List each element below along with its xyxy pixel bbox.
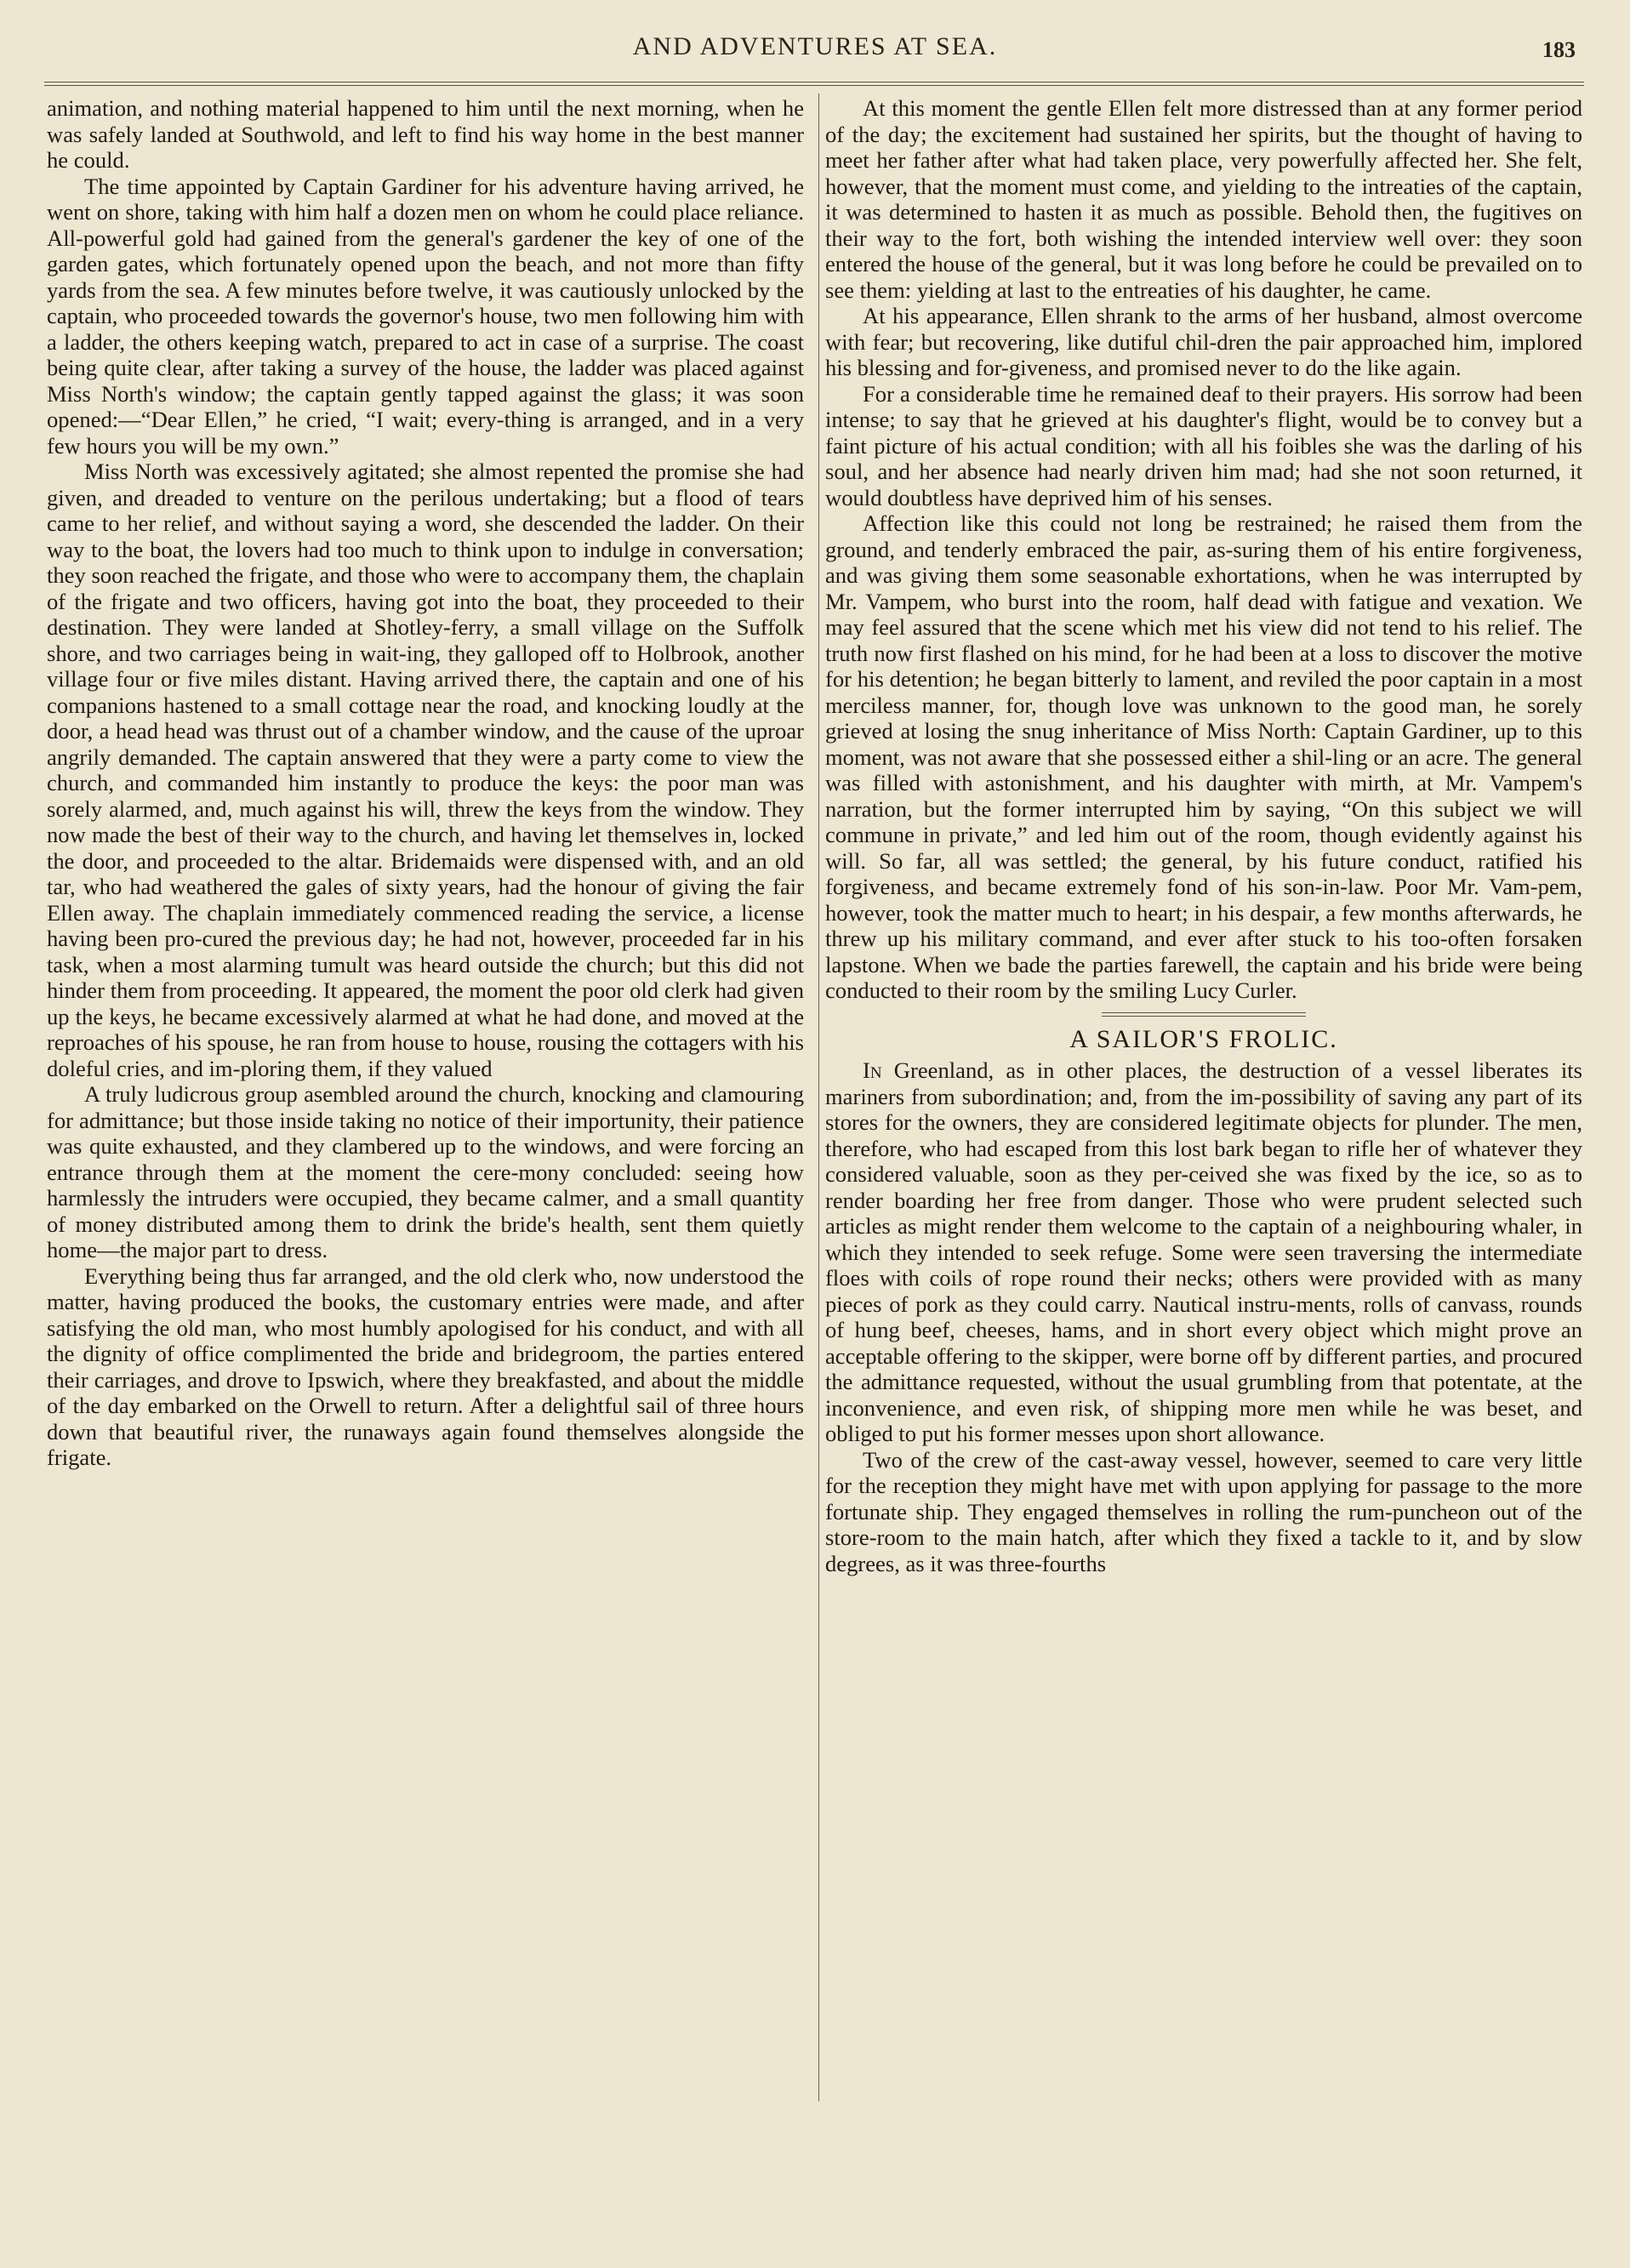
column-divider bbox=[818, 94, 819, 2101]
paragraph bbox=[825, 1057, 1582, 1447]
header-rule bbox=[44, 82, 1584, 86]
paragraph: Two of the crew of the cast-away vessel, however, seemed to care very little for the reception they might have met with upon applying for passage to the more fortunate ship. They engaged themselves in rolling the rum-puncheon out of the store-room to the main hatch, after which they fixed a tackle to it, and by slow degrees, as it was three-fourths bbox=[825, 1446, 1582, 1576]
paragraph-text: A truly ludicrous group asembled around the church, knocking and clamouring for admittance; but those inside taking no notice of their importunity, their patience was quite exhausted, and they clambered up to the windows, and were forcing an entrance through them at the moment the cere-mony concluded: seeing how harmlessly the intruders were occupied, they became calmer, and a small quantity of money distributed among them to drink the bride's health, sent them quietly home—the major part to dress. bbox=[47, 1081, 804, 1262]
section-title: A SAILOR'S FROLIC. bbox=[1069, 1024, 1338, 1053]
paragraph: At his appearance, Ellen shrank to the arms of her husband, almost overcome with fear; but recovering, like dutiful chil-dren the pair approached him, implored his blessing and for-giveness, and promised never to do the like again. bbox=[825, 303, 1582, 380]
lead-word: In bbox=[863, 1057, 882, 1083]
paragraph-text: Greenland, as in other places, the destruction of a vessel liberates its mariners from subordination; and, from the im-possibility of saving any part of its stores for the owners, they are considered legitimate objects for plunder. The men, therefore, who had escaped from this lost bark began to rifle her of whatever they considered valuable, soon as they per-ceived she was fixed by the ice, so as to render boarding her free from danger. Those who were prudent selected such articles as might render them welcome to the captain of a neighbouring whaler, in which they intended to seek refuge. Some were seen traversing the intermediate floes with coils of rope round their necks; others were provided with as many pieces of pork as they could carry. Nautical instru-ments, rolls of canvass, rounds of hung beef, cheeses, hams, and in short every object which might prove an acceptable offering to the skipper, were borne off by different parties, and procured the admittance requested, without the usual grumbling from that potentate, at the inconvenience, and even risk, of shipping more men while he was beset, and obliged to put his former messes upon short allowance. bbox=[825, 1057, 1582, 1446]
running-head: AND ADVENTURES AT SEA. bbox=[632, 32, 998, 60]
paragraph bbox=[47, 1081, 804, 1263]
paragraph: Everything being thus far arranged, and the old clerk who, now understood the matter, having produced the books, the customary entries were made, and after satisfying the old man, who most humbly apologised for his conduct, and with all the dignity of office complimented the bride and bridegroom, the parties entered their carriages, and drove to Ipswich, where they breakfasted, and about the middle of the day embarked on the Orwell to return. After a delightful sail of three hours down that beautiful river, the runaways again found themselves alongside the frigate. bbox=[47, 1262, 804, 1470]
paragraph: For a considerable time he remained deaf to their prayers. His sorrow had been intense; to say that he grieved at his daughter's flight, would be to convey but a faint picture of his actual condition; with all his foibles she was the darling of his soul, and her absence had nearly driven him mad; had she not soon returned, it would doubtless have deprived him of his senses. bbox=[825, 380, 1582, 510]
paragraph: Affection like this could not long be restrained; he raised them from the ground, and tenderly embraced the pair, as-suring them of his entire forgiveness, and was giving them some seasonable exhortations, when he was interrupted by Mr. Vampem, who burst into the room, half dead with fatigue and vexation. We may feel assured that the scene which met his view did not tend to his relief. The truth now first flashed on his mind, for he had been at a loss to discover the motive for his detention; he began bitterly to lament, and reviled the poor captain in a most merciless manner, for, though love was unknown to the good man, he sorely grieved at losing the snug inheritance of Miss North: Captain Gardiner, up to this moment, was not aware that she possessed either a shil-ling or an acre. The general was filled with astonishment, and his daughter with mirth, at Mr. Vampem's narration, but the former interrupted him by saying, “On this subject we will commune in private,” and led him out of the room, though evidently against his will. So far, all was settled; the general, by his future conduct, ratified his forgiveness, and became extremely fond of his son-in-law. Poor Mr. Vam-pem, however, took the matter much to heart; in his despair, a few months afterwards, he threw up his military command, and ever after stuck to his too-often forsaken lapstone. When we bade the parties farewell, the captain and his bride were being conducted to their room by the smiling Lucy Curler. bbox=[825, 510, 1582, 1003]
right-column bbox=[825, 95, 1582, 1576]
paragraph: animation, and nothing material happened to him until the next morning, when he was safely landed at Southwold, and left to find his way home in the best manner he could. bbox=[47, 95, 804, 173]
section-rule bbox=[1102, 1012, 1306, 1017]
paragraph: At this moment the gentle Ellen felt more distressed than at any former period of the day; the excitement had sustained her spirits, but the thought of having to meet her father after what had taken place, very powerfully affected her. She felt, however, that the moment must come, and yielding to the intreaties of the captain, it was determined to hasten it as much as possible. Behold then, the fugitives on their way to the fort, both wishing the intended interview well over: they soon entered the house of the general, but it was long before he could be prevailed on to see them: yielding at last to the entreaties of his daughter, he came. bbox=[825, 95, 1582, 303]
paragraph: Miss North was excessively agitated; she almost repented the promise she had given, and dreaded to venture on the perilous undertaking; but a flood of tears came to her relief, and without saying a word, she descended the ladder. On their way to the boat, the lovers had too much to think upon to indulge in conversation; they soon reached the frigate, and those who were to accompany them, the chaplain of the frigate and two officers, having got into the boat, they proceeded to their destination. They were landed at Shotley-ferry, a small village on the Suffolk shore, and two carriages being in wait-ing, they galloped off to Holbrook, another village four or five miles distant. Having arrived there, the captain and one of his companions hastened to a small cottage near the road, and knocking loudly at the door, a head head was thrust out of a chamber window, and the cause of the uproar angrily demanded. The captain answered that they were a party come to view the church, and commanded him instantly to produce the keys: the poor man was sorely alarmed, and, much against his will, threw the keys from the window. They now made the best of their way to the church, and having let themselves in, locked the door, and proceeded to the altar. Bridemaids were dispensed with, and an old tar, who had weathered the gales of sixty years, had the honour of giving the fair Ellen away. The chaplain immediately commenced reading the service, a license having been pro-cured the previous day; he had not, however, proceeded far in his task, when a most alarming tumult was heard outside the church; but this did not hinder them from proceeding. It appeared, the moment the poor old clerk had given up the keys, he became excessively alarmed at what he had done, and moved at the reproaches of his spouse, he ran from house to house, rousing the cottagers with his doleful cries, and im-ploring them, if they valued bbox=[47, 459, 804, 1081]
paragraph: The time appointed by Captain Gardiner for his adventure having arrived, he went on shore, taking with him half a dozen men on whom he could place reliance. All-powerful gold had gained from the general's gardener the key of one of the garden gates, which fortunately opened upon the beach, and not more than fifty yards from the sea. A few minutes before twelve, it was cautiously unlocked by the captain, who proceeded towards the governor's house, two men following him with a ladder, the others keeping watch, prepared to act in case of a surprise. The coast being quite clear, after taking a survey of the house, the ladder was placed against Miss North's window; the captain gently tapped against the glass; it was soon opened:—“Dear Ellen,” he cried, “I wait; every-thing is arranged, and in a very few hours you will be my own.” bbox=[47, 173, 804, 459]
left-column bbox=[47, 95, 804, 1471]
page-number: 183 bbox=[1542, 37, 1576, 62]
